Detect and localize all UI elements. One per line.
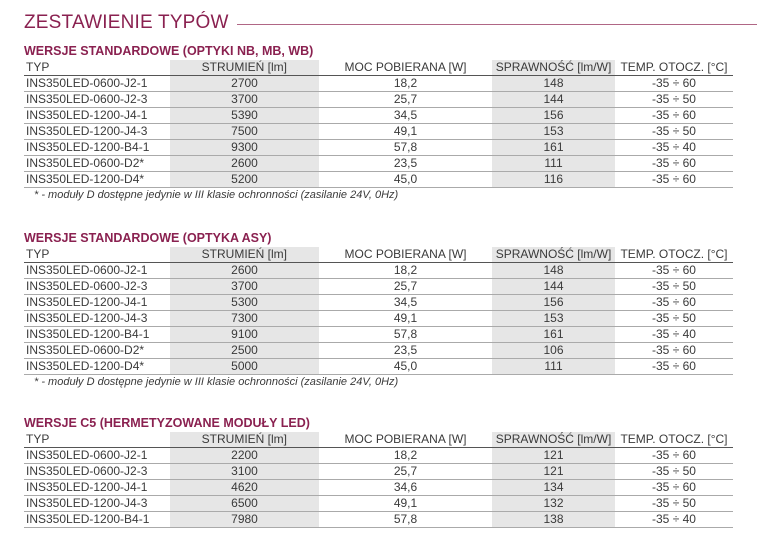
cell-type: INS350LED-1200-J4-3 [24,496,170,512]
cell-power: 49,1 [319,311,492,327]
cell-type: INS350LED-1200-J4-3 [24,311,170,327]
section-standard-nb-mb-wb [24,43,733,203]
table-row [24,140,733,156]
cell-power: 57,8 [319,512,492,528]
cell-power: 18,2 [319,263,492,279]
header-efficiency: SPRAWNOŚĆ [lm/W] [492,247,615,263]
footnote: * - moduły D dostępne jedynie w III klasie ochronności (zasilanie 24V, 0Hz) [34,376,399,388]
cell-temperature: -35 ÷ 60 [615,343,733,359]
section-title: WERSJE C5 (HERMETYZOWANE MODUŁY LED) [24,416,310,430]
table-row [24,124,733,140]
cell-power: 34,6 [319,480,492,496]
cell-temperature: -35 ÷ 60 [615,76,733,92]
footnote: * - moduły D dostępne jedynie w III klasie ochronności (zasilanie 24V, 0Hz) [34,189,399,201]
table-row [24,359,733,375]
cell-type: INS350LED-0600-J2-1 [24,263,170,279]
cell-temperature: -35 ÷ 50 [615,124,733,140]
table-row [24,448,733,464]
cell-type: INS350LED-0600-J2-1 [24,76,170,92]
cell-power: 23,5 [319,156,492,172]
table-row [24,512,733,528]
cell-temperature: -35 ÷ 50 [615,92,733,108]
cell-efficiency: 134 [492,480,615,496]
header-flux: STRUMIEŃ [lm] [170,247,319,263]
table-row [24,108,733,124]
cell-temperature: -35 ÷ 40 [615,327,733,343]
cell-flux: 6500 [170,496,319,512]
cell-efficiency: 138 [492,512,615,528]
table-row [24,279,733,295]
cell-flux: 5390 [170,108,319,124]
header-power: MOC POBIERANA [W] [319,432,492,448]
table-row [24,343,733,359]
cell-power: 57,8 [319,140,492,156]
cell-flux: 7500 [170,124,319,140]
table-row [24,295,733,311]
cell-type: INS350LED-1200-J4-3 [24,124,170,140]
cell-temperature: -35 ÷ 50 [615,279,733,295]
header-type: TYP [24,60,170,76]
section-standard-asy [24,230,733,390]
cell-power: 45,0 [319,359,492,375]
cell-efficiency: 161 [492,327,615,343]
cell-power: 23,5 [319,343,492,359]
cell-temperature: -35 ÷ 60 [615,448,733,464]
header-type: TYP [24,247,170,263]
section-title: WERSJE STANDARDOWE (OPTYKI NB, MB, WB) [24,44,314,58]
cell-type: INS350LED-0600-J2-1 [24,448,170,464]
cell-temperature: -35 ÷ 50 [615,311,733,327]
cell-efficiency: 153 [492,311,615,327]
cell-temperature: -35 ÷ 40 [615,512,733,528]
cell-temperature: -35 ÷ 60 [615,480,733,496]
cell-flux: 9100 [170,327,319,343]
cell-type: INS350LED-1200-J4-1 [24,295,170,311]
cell-type: INS350LED-0600-J2-3 [24,279,170,295]
cell-flux: 7300 [170,311,319,327]
cell-temperature: -35 ÷ 60 [615,172,733,188]
cell-temperature: -35 ÷ 60 [615,108,733,124]
cell-flux: 3100 [170,464,319,480]
cell-flux: 7980 [170,512,319,528]
cell-efficiency: 106 [492,343,615,359]
page-header [24,10,757,36]
cell-flux: 2200 [170,448,319,464]
cell-efficiency: 156 [492,295,615,311]
cell-efficiency: 161 [492,140,615,156]
header-efficiency: SPRAWNOŚĆ [lm/W] [492,60,615,76]
table-row [24,263,733,279]
page-title: ZESTAWIENIE TYPÓW [24,12,229,33]
header-row [24,247,733,263]
cell-power: 18,2 [319,76,492,92]
cell-flux: 5300 [170,295,319,311]
cell-efficiency: 116 [492,172,615,188]
header-type: TYP [24,432,170,448]
cell-type: INS350LED-1200-J4-1 [24,108,170,124]
cell-flux: 3700 [170,92,319,108]
table-row [24,327,733,343]
spec-table [24,60,733,188]
cell-efficiency: 156 [492,108,615,124]
cell-flux: 5000 [170,359,319,375]
cell-power: 25,7 [319,92,492,108]
section-c5-hermetic [24,415,733,528]
cell-efficiency: 121 [492,448,615,464]
cell-temperature: -35 ÷ 60 [615,156,733,172]
cell-type: INS350LED-1200-D4* [24,172,170,188]
table-row [24,480,733,496]
cell-efficiency: 144 [492,279,615,295]
cell-power: 25,7 [319,464,492,480]
header-temperature: TEMP. OTOCZ. [°C] [615,60,733,76]
header-row [24,432,733,448]
cell-efficiency: 121 [492,464,615,480]
header-power: MOC POBIERANA [W] [319,60,492,76]
cell-temperature: -35 ÷ 40 [615,140,733,156]
cell-flux: 3700 [170,279,319,295]
header-efficiency: SPRAWNOŚĆ [lm/W] [492,432,615,448]
cell-power: 49,1 [319,124,492,140]
table-row [24,311,733,327]
cell-type: INS350LED-0600-J2-3 [24,464,170,480]
cell-power: 49,1 [319,496,492,512]
header-flux: STRUMIEŃ [lm] [170,432,319,448]
cell-flux: 2600 [170,263,319,279]
spec-table [24,432,733,528]
header-temperature: TEMP. OTOCZ. [°C] [615,247,733,263]
section-title: WERSJE STANDARDOWE (OPTYKA ASY) [24,231,272,245]
cell-type: INS350LED-1200-J4-1 [24,480,170,496]
cell-temperature: -35 ÷ 60 [615,263,733,279]
cell-temperature: -35 ÷ 50 [615,464,733,480]
cell-efficiency: 148 [492,263,615,279]
cell-efficiency: 111 [492,156,615,172]
cell-efficiency: 148 [492,76,615,92]
table-row [24,76,733,92]
cell-power: 57,8 [319,327,492,343]
cell-type: INS350LED-0600-J2-3 [24,92,170,108]
cell-efficiency: 132 [492,496,615,512]
cell-type: INS350LED-0600-D2* [24,343,170,359]
cell-type: INS350LED-1200-B4-1 [24,140,170,156]
cell-efficiency: 153 [492,124,615,140]
cell-power: 18,2 [319,448,492,464]
cell-flux: 2500 [170,343,319,359]
cell-type: INS350LED-0600-D2* [24,156,170,172]
cell-flux: 4620 [170,480,319,496]
cell-flux: 2600 [170,156,319,172]
cell-efficiency: 144 [492,92,615,108]
table-row [24,172,733,188]
header-temperature: TEMP. OTOCZ. [°C] [615,432,733,448]
table-row [24,156,733,172]
cell-power: 34,5 [319,108,492,124]
table-row [24,496,733,512]
cell-power: 25,7 [319,279,492,295]
table-row [24,92,733,108]
cell-efficiency: 111 [492,359,615,375]
cell-temperature: -35 ÷ 50 [615,496,733,512]
cell-temperature: -35 ÷ 60 [615,295,733,311]
table-row [24,464,733,480]
cell-type: INS350LED-1200-B4-1 [24,512,170,528]
cell-type: INS350LED-1200-B4-1 [24,327,170,343]
cell-type: INS350LED-1200-D4* [24,359,170,375]
title-rule [237,24,757,25]
cell-flux: 5200 [170,172,319,188]
spec-table [24,247,733,375]
header-flux: STRUMIEŃ [lm] [170,60,319,76]
cell-temperature: -35 ÷ 60 [615,359,733,375]
cell-power: 34,5 [319,295,492,311]
cell-flux: 2700 [170,76,319,92]
header-row [24,60,733,76]
cell-power: 45,0 [319,172,492,188]
cell-flux: 9300 [170,140,319,156]
header-power: MOC POBIERANA [W] [319,247,492,263]
